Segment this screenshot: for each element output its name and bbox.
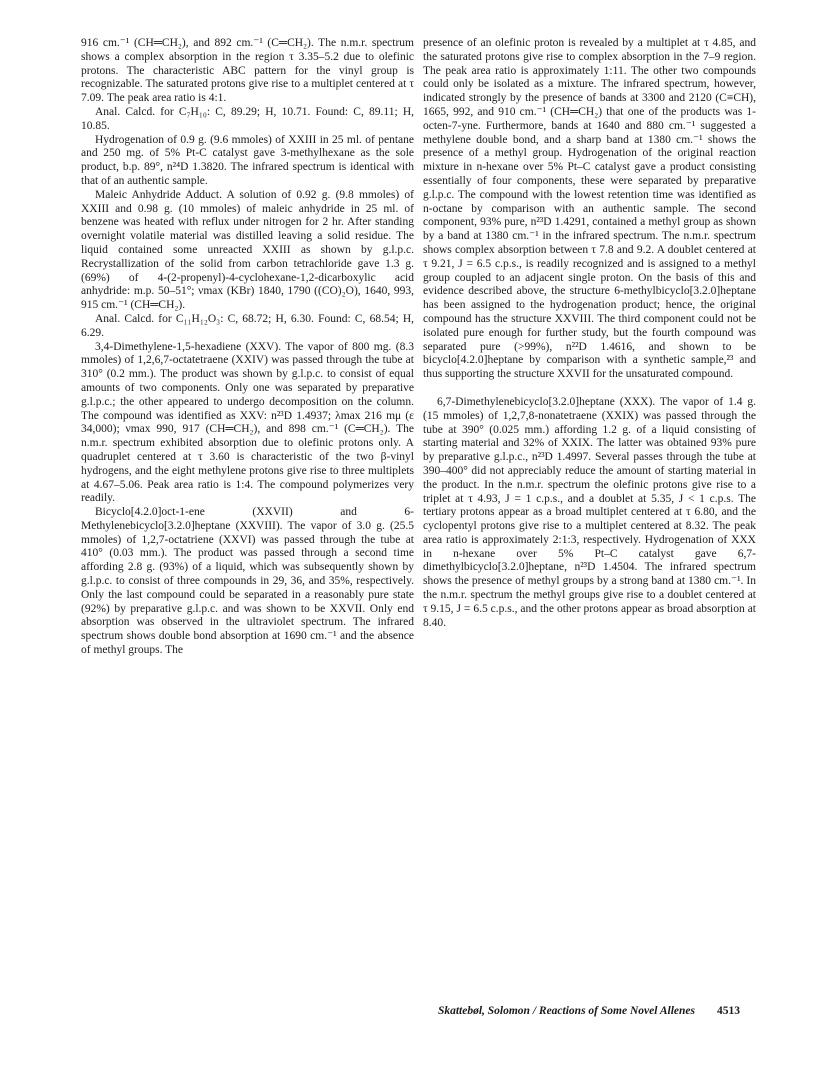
right-column bbox=[423, 37, 756, 630]
paragraph-ir-nmr-continuation: 916 cm.⁻¹ (CH═CH₂), and 892 cm.⁻¹ (C═CH₂). The n.m.r. spectrum shows a complex absorption in the region τ 3.35–5.2 due to olefinic protons. The characteristic ABC pattern for the vinyl group is recognizable. The saturated protons give rise to a multiplet centered at τ 7.09. The peak area ratio is 4:1. bbox=[81, 37, 414, 105]
paragraph-bicyclooctene: Bicyclo[4.2.0]oct-1-ene (XXVII) and 6-Methylenebicyclo[3.2.0]heptane (XXVIII). The vapor of 3.0 g. (25.5 mmoles) of 1,2,7-octatriene (XXVI) was passed through the tube at 410° (0.03 mm.). The product was passed through a second time affording 2.8 g. (93%) of a liquid, which was subsequently shown by g.l.p.c. to consist of three compounds in 29, 36, and 35%, respectively. Only the last compound could be separated in a reasonably pure state (92%) by preparative g.l.p.c. and was shown to be XXVII. Only end absorption was observed in the ultraviolet spectrum. The infrared spectrum shows double bond absorption at 1690 cm.⁻¹ and the absence of methyl groups. The bbox=[81, 506, 414, 657]
left-column bbox=[81, 37, 414, 658]
paragraph-analysis-c11h12o3: Anal. Calcd. for C₁₁H₁₂O₃: C, 68.72; H, 6.30. Found: C, 68.54; H, 6.29. bbox=[81, 312, 414, 339]
paragraph-dimethylene-hexadiene: 3,4-Dimethylene-1,5-hexadiene (XXV). The vapor of 800 mg. (8.3 mmoles) of 1,2,6,7-octatetraene (XXIV) was passed through the tube at 310° (0.2 mm.). The product was shown by g.l.p.c. to consist of equal amounts of two components. Only one was separated by preparative g.l.p.c.; the other appeared to undergo decomposition on the column. The compound was identified as XXV: n²³D 1.4937; λmax 216 mμ (ε 34,000); νmax 990, 917 (CH═CH₂), and 898 cm.⁻¹ (C═CH₂). The n.m.r. spectrum exhibited absorption due to olefinic protons only. A quadruplet centered at τ 3.60 is characteristic of the two β-vinyl hydrogens, and the eight methylene protons give rise to three multiplets at 4.67–5.06. Peak area ratio is 1:4. The compound polymerizes very readily. bbox=[81, 340, 414, 505]
paragraph-dimethylenebicycloheptane: 6,7-Dimethylenebicyclo[3.2.0]heptane (XXX). The vapor of 1.4 g. (15 mmoles) of 1,2,7,8-nonatetraene (XXIX) was passed through the tube at 390° (0.025 mm.) affording 1.2 g. of a liquid consisting of starting material and 32% of XXIX. The latter was obtained 93% pure by preparative g.l.p.c., n²³D 1.4997. Several passes through the tube at 390–400° did not appreciably reduce the amount of starting material in the product. In the n.m.r. spectrum the olefinic protons give rise to a triplet at τ 4.93, J = 1 c.p.s., and a doublet at 5.35, J < 1 c.p.s. The tertiary protons appear as a broad multiplet centered at τ 6.80, and the cyclopentyl protons give rise to a multiplet centered at 8.32. The peak area ratio is approximately 2:1:3, respectively. Hydrogenation of XXX in n-hexane over 5% Pt–C catalyst gave 6,7-dimethylbicyclo[3.2.0]heptane, n²³D 1.4504. The infrared spectrum shows the presence of methyl groups by a strong band at 1380 cm.⁻¹. In the n.m.r. spectrum the methyl groups give rise to a doublet centered at τ 9.15, J = 6.5 c.p.s., and the other protons appear as broad absorption at 8.40. bbox=[423, 395, 756, 629]
page-number: 4513 bbox=[717, 1005, 740, 1017]
running-title: Skattebøl, Solomon / Reactions of Some Novel Allenes bbox=[437, 1005, 695, 1017]
paragraph-analysis-c7h10: Anal. Calcd. for C₇H₁₀: C, 89.29; H, 10.71. Found: C, 89.11; H, 10.85. bbox=[81, 105, 414, 132]
page-footer bbox=[300, 1005, 740, 1017]
paragraph-olefinic-proton-continuation: presence of an olefinic proton is revealed by a multiplet at τ 4.85, and the saturated protons give rise to complex absorption in the 7–9 region. The peak area ratio is approximately 1:11. The other two compounds could only be isolated as a mixture. The infrared spectrum, however, indicated strongly by the presence of bands at 3300 and 2120 (C≡CH), 1665, 992, and 910 cm.⁻¹ (CH═CH₂) that one of the products was 1-octen-7-yne. Furthermore, bands at 1640 and 880 cm.⁻¹ suggested a methylene double bond, and a sharp band at 1380 cm.⁻¹ shows the presence of a methyl group. Hydrogenation of the original reaction mixture in n-hexane over 5% Pt–C catalyst gave a product consisting essentially of four components, these were separated by preparative g.l.p.c. The compound with the lowest retention time was identified as n-octane by comparison with an authentic sample. The second component, 93% pure, n²³D 1.4291, contained a methyl group as shown by a band at 1380 cm.⁻¹ in the infrared spectrum. The n.m.r. spectrum shows complex absorption between τ 7.8 and 9.2. A doublet centered at τ 9.21, J = 6.5 c.p.s., is readily recognized and is assigned to a methyl group coupled to an adjacent single proton. On the basis of this and evidence described above, the structure 6-methylbicyclo[3.2.0]heptane has been assigned to the hydrogenation product; hence, the original compound has the structure XXVIII. The third component could not be isolated pure enough for further study, but the fourth compound was separated pure (>99%), n²²D 1.4616, and shown to be bicyclo[4.2.0]heptane by comparison with a synthetic sample,²³ and thus supporting the structure XXVII for the unsaturated compound. bbox=[423, 37, 756, 381]
paragraph-hydrogenation-xxiii: Hydrogenation of 0.9 g. (9.6 mmoles) of XXIII in 25 ml. of pentane and 250 mg. of 5% Pt-C catalyst gave 3-methylhexane as the sole product, b.p. 89°, n²⁴D 1.3820. The infrared spectrum is identical with that of an authentic sample. bbox=[81, 133, 414, 187]
paragraph-maleic-anhydride-adduct: Maleic Anhydride Adduct. A solution of 0.92 g. (9.8 mmoles) of XXIII and 0.98 g. (10 mmoles) of maleic anhydride in 25 ml. of benzene was heated with reflux under nitrogen for 2 hr. After standing overnight volatile material was distilled leaving a solid residue. The liquid contained some unreacted XXIII as shown by g.l.p.c. Recrystallization of the solid from carbon tetrachloride gave 1.3 g. (69%) of 4-(2-propenyl)-4-cyclohexane-1,2-dicarboxylic acid anhydride: m.p. 50–51°; νmax (KBr) 1840, 1790 ((CO)₂O), 1640, 993, 915 cm.⁻¹ (CH═CH₂). bbox=[81, 188, 414, 312]
